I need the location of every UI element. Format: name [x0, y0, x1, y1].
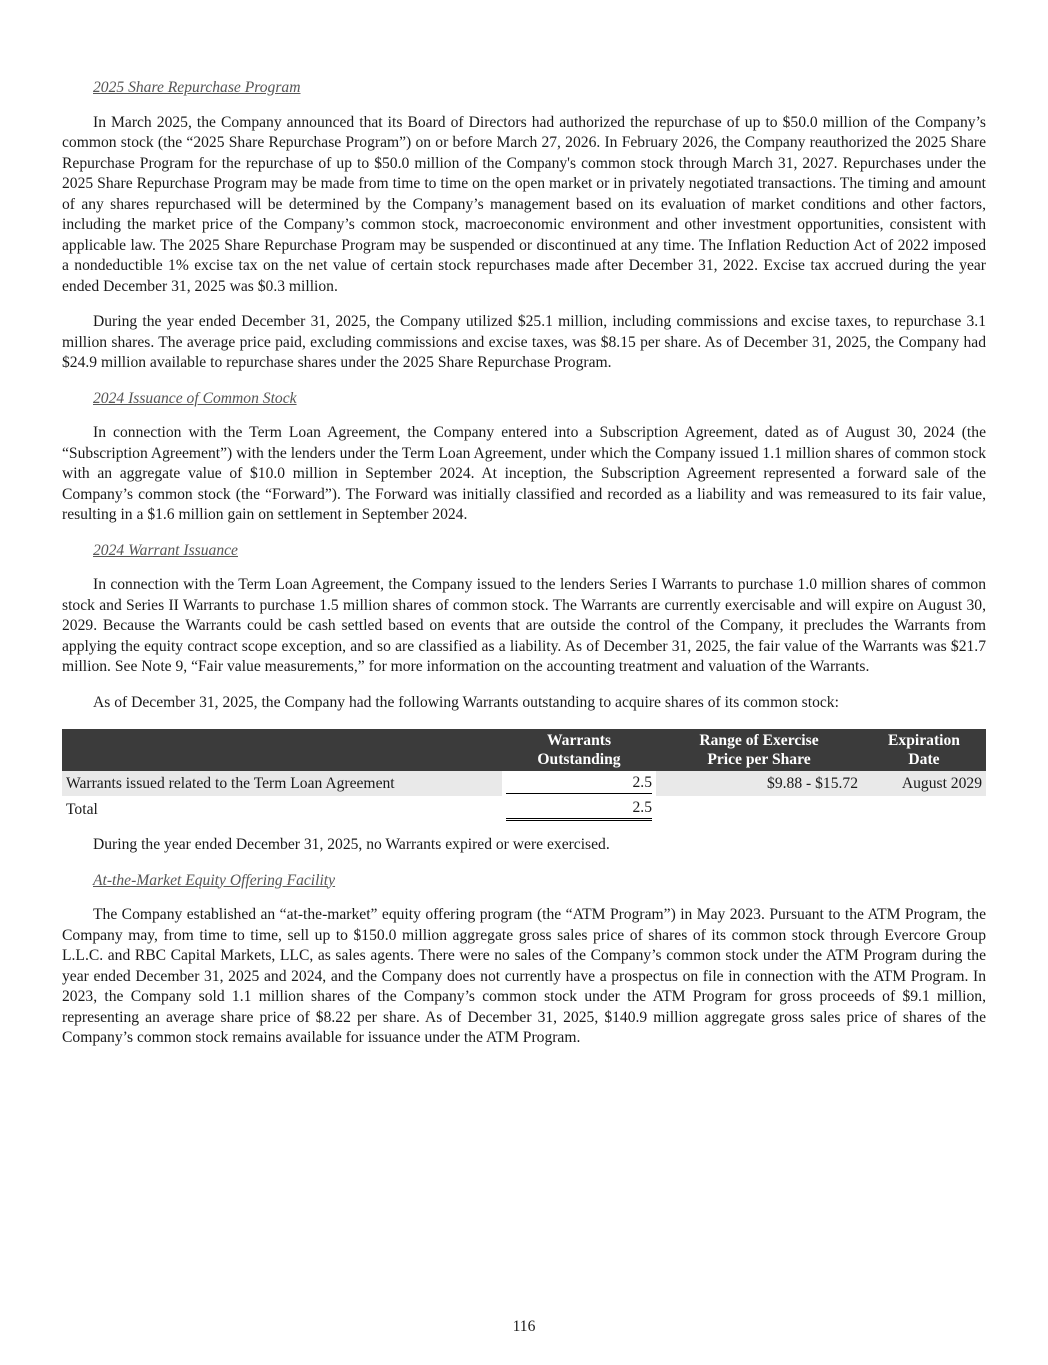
table-total-row: [62, 796, 986, 823]
total-label: Total: [66, 800, 98, 818]
total-outstanding-cell: [502, 796, 656, 823]
section-heading-issuance: 2024 Issuance of Common Stock: [93, 389, 297, 407]
paragraph-warrants-status: During the year ended December 31, 2025, no Warrants expired or were exercised.: [93, 836, 610, 853]
header-range: [656, 729, 862, 771]
document-page: [62, 78, 986, 1064]
header-date: [862, 729, 986, 771]
header-date-line1: Expiration: [888, 732, 960, 749]
header-range-line2: Price per Share: [707, 751, 811, 768]
table-row: [62, 771, 986, 796]
header-outstanding-line2: Outstanding: [537, 751, 621, 768]
total-blank-range: [656, 796, 862, 823]
header-outstanding-line1: Warrants: [546, 732, 612, 749]
row-outstanding-cell: [502, 771, 656, 796]
warrants-table-container: [62, 729, 986, 823]
total-outstanding: 2.5: [506, 798, 652, 821]
header-outstanding: [502, 729, 656, 771]
section-heading-repurchase: 2025 Share Repurchase Program: [93, 79, 301, 96]
paragraph-issuance: In connection with the Term Loan Agreement, the Company entered into a Subscription Agreement, dated as of August 30, 2024 (the “Subscription Agreement”) with the lenders under the Term Loan Agreement, under which the Company issued 1.1 million shares of common stock with an aggregate value of $10.0 million in September 2024. At inception, the Subscription Agreement represented a forward sale of the Company’s common stock (the “Forward”). The Forward was initially classified and recorded as a liability and was remeasured to its fair value, resulting in a $1.6 million gain on settlement in September 2024.: [62, 424, 986, 523]
row-outstanding: 2.5: [506, 773, 652, 794]
header-range-line1: Range of Exercise: [699, 732, 819, 749]
section-heading-atm: At-the-Market Equity Offering Facility: [93, 871, 336, 889]
row-range: $9.88 - $15.72: [656, 771, 862, 796]
warrants-table: [62, 729, 986, 823]
page-number: 116: [512, 1318, 536, 1335]
section-heading-warrants: 2024 Warrant Issuance: [93, 541, 238, 559]
header-date-line2: Date: [908, 751, 940, 768]
header-blank: [62, 729, 502, 771]
total-blank-date: [862, 796, 986, 823]
paragraph-warrants-intro: As of December 31, 2025, the Company had the following Warrants outstanding to acquire shares of its common stock:: [93, 693, 839, 711]
paragraph-atm: The Company established an “at-the-market” equity offering program (the “ATM Program”) in May 2023. Pursuant to the ATM Program, the Company may, from time to time, sell up to $150.0 million aggregate gross sales price of shares of its common stock through Evercore Group L.L.C. and RBC Capital Markets, LLC, as sales agents. There were no sales of the Company’s common stock under the ATM Program during the year ended December 31, 2025 and 2024, and the Company does not currently have a prospectus on file in connection with the ATM Program. In 2023, the Company sold 1.1 million shares of the Company’s common stock under the ATM Program for gross proceeds of $9.1 million, representing an average share price of $8.22 per share. As of December 31, 2025, $140.9 million aggregate gross sales price of shares of the Company’s common stock remains available for issuance under the ATM Program.: [62, 906, 986, 1046]
row-date: August 2029: [862, 771, 986, 796]
paragraph-warrants-terms: In connection with the Term Loan Agreement, the Company issued to the lenders Series I Warrants to purchase 1.0 million shares of common stock and Series II Warrants to purchase 1.5 million shares of common stock. The Warrants are currently exercisable and will expire on August 30, 2029. Because the Warrants could be cash settled based on events that are outside the control of the Company, it precludes the Warrants from applying the equity contract scope exception, and so are classified as a liability. As of December 31, 2025, the fair value of the Warrants was $21.7 million. See Note 9, “Fair value measurements,” for more information on the accounting treatment and valuation of the Warrants.: [62, 576, 986, 675]
paragraph-repurchase-authorization: In March 2025, the Company announced that its Board of Directors had authorized the repurchase of up to $50.0 million of the Company’s common stock (the “2025 Share Repurchase Program”) on or before March 27, 2026. In February 2026, the Company reauthorized the 2025 Share Repurchase Program for the repurchase of up to $50.0 million of the Company's common stock through March 31, 2027. Repurchases under the 2025 Share Repurchase Program may be made from time to time on the open market or in privately negotiated transactions. The timing and amount of any shares repurchased will be determined by the Company’s management based on its evaluation of market conditions and other factors, including the market price of the Company’s common stock, macroeconomic environment and other investment opportunities, consistent with applicable law. The 2025 Share Repurchase Program may be suspended or discontinued at any time. The Inflation Reduction Act of 2022 imposed a nondeductible 1% excise tax on the net value of certain stock repurchases made after December 31, 2022. Excise tax accrued during the year ended December 31, 2025 was $0.3 million.: [62, 113, 986, 295]
paragraph-repurchase-activity: During the year ended December 31, 2025, the Company utilized $25.1 million, including commissions and excise taxes, to repurchase 3.1 million shares. The average price paid, excluding commissions and excise taxes, was $8.15 per share. As of December 31, 2025, the Company had $24.9 million available to repurchase shares under the 2025 Share Repurchase Program.: [62, 313, 986, 371]
row-label: Warrants issued related to the Term Loan Agreement: [62, 771, 502, 796]
table-header-row: [62, 729, 986, 771]
